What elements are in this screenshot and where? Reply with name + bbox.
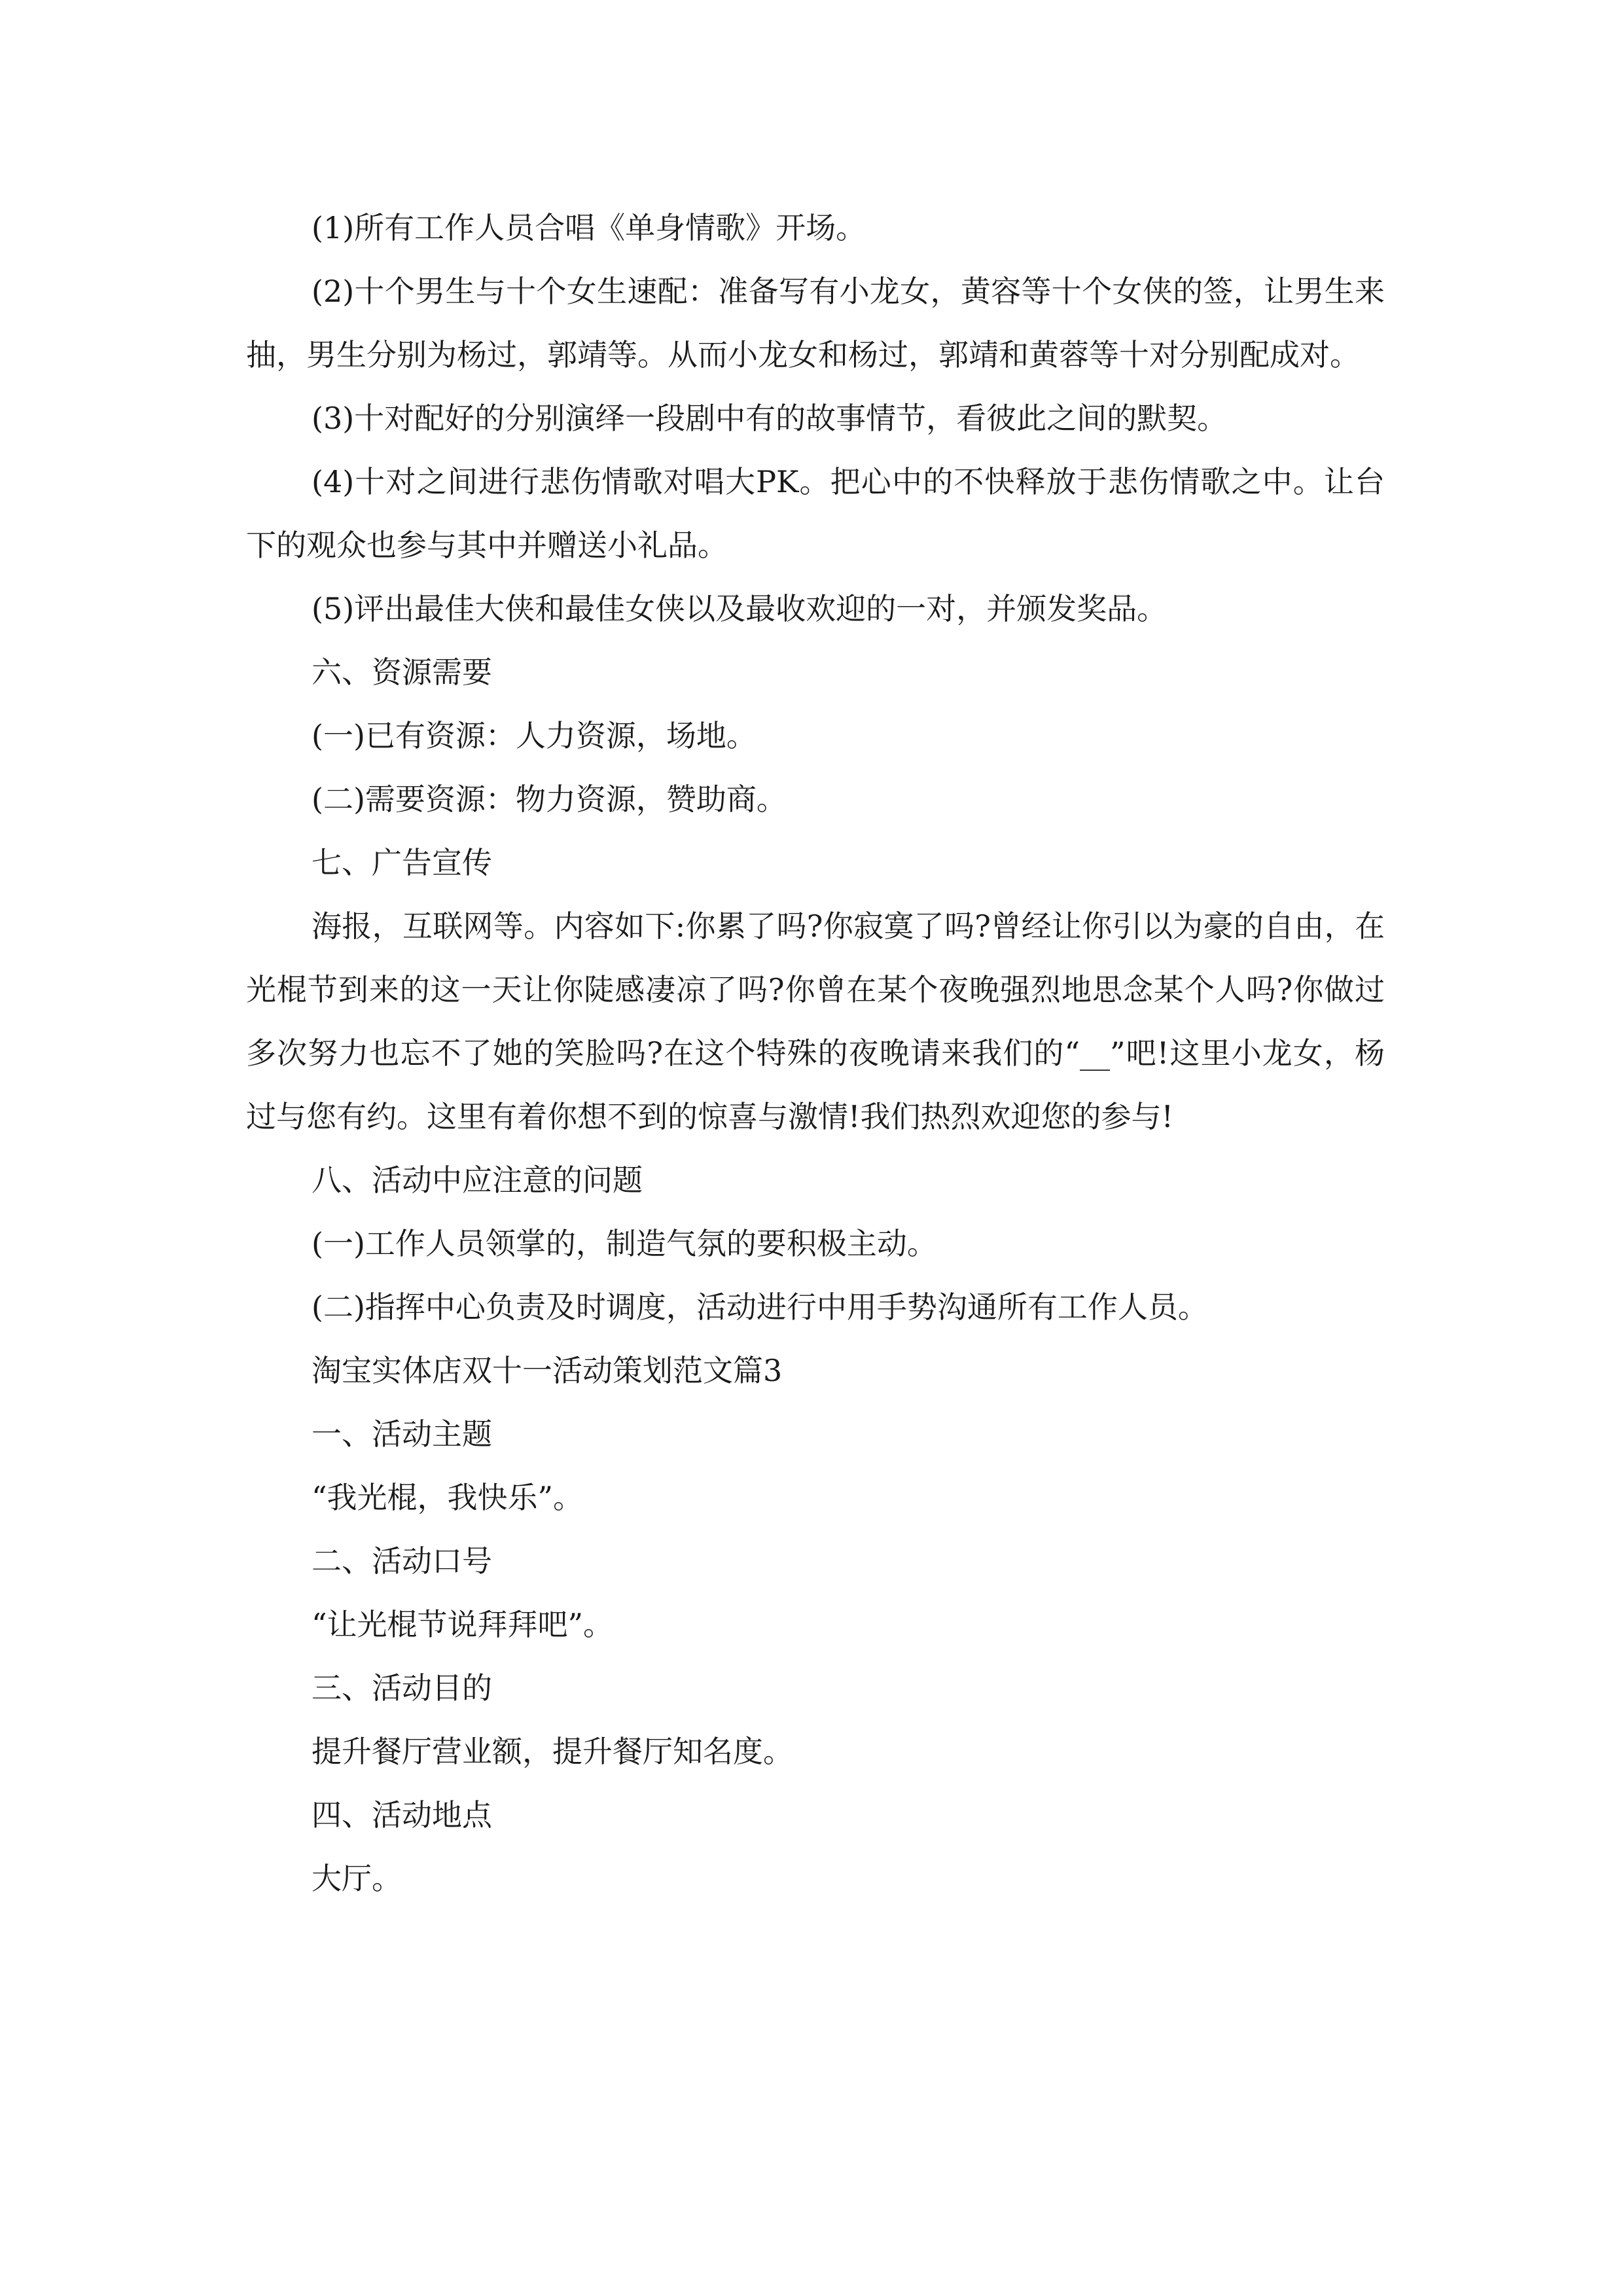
- paragraph-2: (2)十个男生与十个女生速配：准备写有小龙女，黄容等十个女侠的签，让男生来抽，男生分别为杨过，郭靖等。从而小龙女和杨过，郭靖和黄蓉等十对分别配成对。: [246, 274, 1385, 372]
- paragraph-purpose: 提升餐厅营业额，提升餐厅知名度。: [312, 1734, 793, 1769]
- paragraph-existing-resources: (一)已有资源：人力资源，场地。: [312, 718, 757, 753]
- section-heading-resources: 六、资源需要: [312, 655, 492, 690]
- paragraph-location: 大厅。: [312, 1861, 402, 1896]
- paragraph-5: (5)评出最佳大侠和最佳女侠以及最收欢迎的一对，并颁发奖品。: [312, 591, 1168, 626]
- section-heading-theme: 一、活动主题: [312, 1416, 492, 1452]
- paragraph-3: (3)十对配好的分别演绎一段剧中有的故事情节，看彼此之间的默契。: [312, 401, 1228, 436]
- section-heading-purpose: 三、活动目的: [312, 1670, 492, 1706]
- paragraph-slogan: “让光棍节说拜拜吧”。: [312, 1607, 614, 1642]
- section-heading-notes: 八、活动中应注意的问题: [312, 1162, 643, 1198]
- section-heading-advertising: 七、广告宣传: [312, 845, 492, 880]
- paragraph-note-2: (二)指挥中心负责及时调度，活动进行中用手势沟通所有工作人员。: [312, 1289, 1208, 1325]
- paragraph-advertising-content: 海报，互联网等。内容如下:你累了吗?你寂寞了吗?曾经让你引以为豪的自由，在光棍节到来的这一天让你陡感凄凉了吗?你曾在某个夜晚强烈地思念某个人吗?你做过多次努力也忘不了她的笑脸吗?在这个特殊的夜晚请来我们的“__”吧!这里小龙女，杨过与您有约。这里有着你想不到的惊喜与激情!我们热烈欢迎您的参与!: [246, 908, 1385, 1134]
- paragraph-note-1: (一)工作人员领掌的，制造气氛的要积极主动。: [312, 1226, 937, 1261]
- paragraph-4: (4)十对之间进行悲伤情歌对唱大PK。把心中的不快释放于悲伤情歌之中。让台下的观众也参与其中并赠送小礼品。: [246, 464, 1385, 563]
- section-heading-slogan: 二、活动口号: [312, 1543, 492, 1579]
- paragraph-needed-resources: (二)需要资源：物力资源，赞助商。: [312, 781, 787, 817]
- paragraph-theme: “我光棍，我快乐”。: [312, 1480, 584, 1515]
- article-title: 淘宝实体店双十一活动策划范文篇3: [312, 1353, 783, 1388]
- document-body: [246, 196, 1385, 1910]
- paragraph-1: (1)所有工作人员合唱《单身情歌》开场。: [312, 210, 866, 245]
- section-heading-location: 四、活动地点: [312, 1797, 492, 1833]
